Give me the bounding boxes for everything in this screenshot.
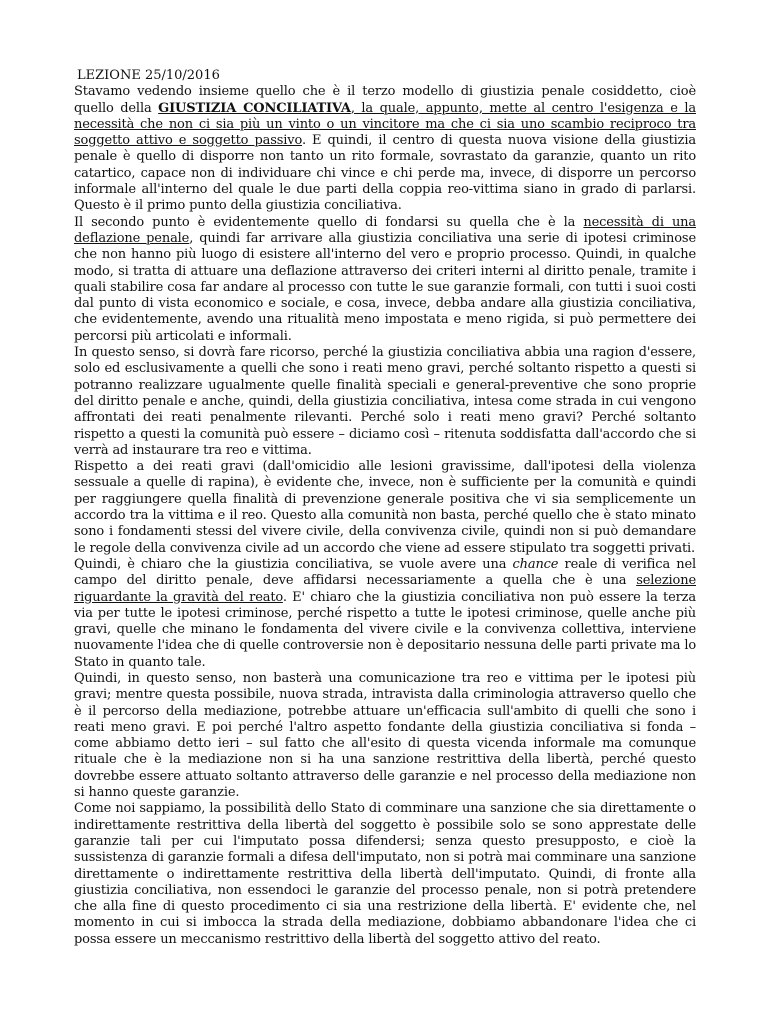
document-page [74, 68, 696, 948]
paragraph-7: Come noi sappiamo, la possibilità dello Stato di comminare una sanzione che sia direttamente o indirettamente restrittiva della libertà del soggetto è possibile solo se sono apprestate delle garanzie tali per cui l'imputato possa difendersi; senza questo presupposto, e cioè la sussistenza di garanzie formali a difesa dell'imputato, non si potrà mai comminare una sanzione direttamente o indirettamente restrittiva della libertà dell'imputato. Quindi, di fronte alla giustizia conciliativa, non essendoci le garanzie del processo penale, non si potrà pretendere che alla fine di questo procedimento ci sia una restrizione della libertà. E' evidente che, nel momento in cui si imbocca la strada della mediazione, dobbiamo abbandonare l'idea che ci possa essere un meccanismo restrittivo della libertà del soggetto attivo del reato. [74, 801, 696, 947]
paragraph-1 [74, 84, 696, 214]
p5-text-a: Quindi, è chiaro che la giustizia conciliativa, se vuole avere una [74, 556, 513, 572]
p2-text-b: , quindi far arrivare alla giustizia conciliativa una serie di ipotesi criminose che non hanno più luogo di esistere all'interno del vero e proprio processo. Quindi, in qualche modo, si tratta di attuare una deflazione attraverso dei criteri interni al diritto penale, tramite i quali stabilire cosa far andare al processo con tutte le sue garanzie formali, con tutti i suoi costi dal punto di vista economico e sociale, e cosa, invece, debba andare alla giustizia conciliativa, che evidentemente, avendo una ritualità meno impostata e meno rigida, si può permettere dei percorsi più articolati e informali. [74, 230, 696, 344]
p2-underlined-text: necessità di una deflazione penale [74, 214, 697, 246]
p5-italic-word: chance [512, 556, 559, 572]
paragraph-6: Quindi, in questo senso, non basterà una comunicazione tra reo e vittima per le ipotesi più gravi; mentre questa possibile, nuova strada, intravista dalla criminologia attraverso quello che è il percorso della mediazione, potrebbe attuare un'efficacia sull'ambito di quelli che sono i reati meno gravi. E poi perché l'altro aspetto fondante della giustizia conciliativa si fonda – come abbiamo detto ieri – sul fatto che all'esito di questa vicenda informale ma comunque rituale che è la mediazione non si ha una sanzione restrittiva della libertà, perché questo dovrebbe essere attuato soltanto attraverso delle garanzie e nel processo della mediazione non si hanno queste garanzie. [74, 670, 696, 801]
p5-underlined-text: selezione riguardante la gravità del reato [74, 573, 696, 605]
paragraph-2 [74, 215, 696, 345]
p5-text-c: . E' chiaro che la giustizia conciliativa non può essere la terza via per tutte le ipotesi criminose, perché rispetto a tutte le ipotesi criminose, quelle anche più gravi, quelle che minano le fondamenta del vivere civile e la convivenza collettiva, interviene nuovamente l'idea che di quelle controversie non è depositario nessuna delle parti private ma lo Stato in quanto tale. [74, 589, 696, 670]
paragraph-3: In questo senso, si dovrà fare ricorso, perché la giustizia conciliativa abbia una ragion d'essere, solo ed esclusivamente a quelli che sono i reati meno gravi, perché soltanto rispetto a questi si potranno realizzare ugualmente quelle finalità speciali e general-preventive che sono proprie del diritto penale e anche, quindi, della giustizia conciliativa, intesa come strada in cui vengono affrontati dei reati penalmente rilevanti. Perché solo i reati meno gravi? Perché soltanto rispetto a questi la comunità può essere – diciamo così – ritenuta soddisfatta dall'accordo che si verrà ad instaurare tra reo e vittima. [74, 345, 696, 458]
p1-text-b: . E quindi, il centro di questa nuova visione della giustizia penale è quello di disporre non tanto un rito formale, sovrastato da garanzie, quanto un rito catartico, capace non di individuare chi vince e chi perde ma, invece, di disporre un percorso informale all'interno del quale le due parti della coppia reo-vittima siano in grado di parlarsi. Questo è il primo punto della giustizia conciliativa. [74, 133, 696, 214]
lesson-heading: LEZIONE 25/10/2016 [77, 68, 220, 83]
p1-text-a: Stavamo vedendo insieme quello che è il terzo modello di giustizia penale cosiddetto, cioè quello della [74, 84, 696, 116]
p2-text-a: Il secondo punto è evidentemente quello di fondarsi su quella che è la [74, 214, 584, 230]
p5-text-b: reale di verifica nel campo del diritto penale, deve affidarsi necessariamente a quella che è una [74, 556, 696, 589]
paragraph-4: Rispetto a dei reati gravi (dall'omicidio alle lesioni gravissime, dall'ipotesi della violenza sessuale a quelle di rapina), è evidente che, invece, non è sufficiente per la comunità e quindi per raggiungere quella finalità di prevenzione generale positiva che vi sia semplicemente un accordo tra la vittima e il reo. Questo alla comunità non basta, perché quello che è stato minato sono i fondamenti stessi del vivere civile, della convivenza civile, quindi non si può demandare le regole della convivenza civile ad un accordo che viene ad essere stipulato tra soggetti privati. [74, 459, 696, 556]
p1-underlined-text: , la quale, appunto, mette al centro l'esigenza e la necessità che non ci sia più un vinto o un vincitore ma che ci sia uno scambio reciproco tra soggetto attivo e soggetto passivo [74, 100, 696, 149]
paragraph-5 [74, 557, 696, 671]
p1-bold-term: GIUSTIZIA CONCILIATIVA [158, 100, 351, 116]
